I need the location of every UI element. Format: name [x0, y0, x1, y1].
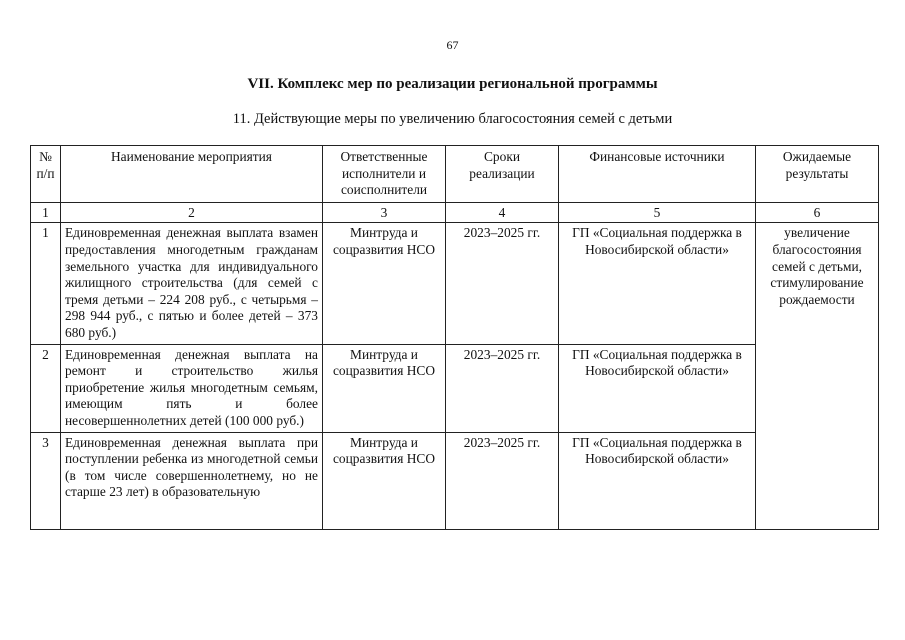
measure-name-text: Единовременная денежная выплата при поступлении ребенка из многодетной семьи (в том числе совершеннолетнему, но не старше 23 лет) в образовательную	[65, 434, 318, 500]
column-number-cell: 1	[31, 202, 61, 223]
header-cell-financing: Финансовые источники	[559, 146, 756, 203]
period-cell: 2023–2025 гг.	[446, 432, 559, 529]
row-number-cell: 1	[31, 223, 61, 344]
expected-result-cell: увеличение благосостояния семей с детьми, стимулирование рождаемости	[756, 223, 879, 529]
column-number-cell: 4	[446, 202, 559, 223]
table-header-row	[31, 146, 879, 203]
column-number-cell: 6	[756, 202, 879, 223]
row-number-cell: 3	[31, 432, 61, 529]
column-number-cell: 5	[559, 202, 756, 223]
header-cell-responsible: Ответственные исполнители и соисполнители	[323, 146, 446, 203]
header-cell-period: Сроки реализации	[446, 146, 559, 203]
section-title: VII. Комплекс мер по реализации региональной программы	[247, 76, 658, 92]
column-number-cell: 2	[61, 202, 323, 223]
measures-table	[30, 145, 879, 530]
header-cell-results: Ожидаемые результаты	[756, 146, 879, 203]
financing-cell: ГП «Социальная поддержка в Новосибирской области»	[559, 344, 756, 432]
period-cell: 2023–2025 гг.	[446, 344, 559, 432]
column-number-row	[31, 202, 879, 223]
header-cell-name: Наименование мероприятия	[61, 146, 323, 203]
page-number: 67	[446, 38, 459, 52]
responsible-cell: Минтруда и соцразвития НСО	[323, 432, 446, 529]
responsible-cell: Минтруда и соцразвития НСО	[323, 344, 446, 432]
financing-cell: ГП «Социальная поддержка в Новосибирской области»	[559, 432, 756, 529]
column-number-cell: 3	[323, 202, 446, 223]
table-row	[31, 432, 879, 529]
table-row	[31, 223, 879, 344]
row-number-cell: 2	[31, 344, 61, 432]
financing-cell: ГП «Социальная поддержка в Новосибирской области»	[559, 223, 756, 344]
measure-name-cell	[61, 432, 323, 529]
header-cell-number: № п/п	[31, 146, 61, 203]
period-cell: 2023–2025 гг.	[446, 223, 559, 344]
measure-name-cell: Единовременная денежная выплата на ремонт и строительство жилья приобретение жилья многодетным семьям, имеющим пять и более несовершеннолетних детей (100 000 руб.)	[61, 344, 323, 432]
table-subtitle: 11. Действующие меры по увеличению благосостояния семей с детьми	[232, 111, 673, 127]
responsible-cell: Минтруда и соцразвития НСО	[323, 223, 446, 344]
table-row	[31, 344, 879, 432]
measure-name-cell: Единовременная денежная выплата взамен предоставления многодетным гражданам земельного участка для индивидуального жилищного строительства (для семей с тремя детьми – 224 208 руб., с четырьмя – 298 944 руб., с пятью и более детей – 373 680 руб.)	[61, 223, 323, 344]
